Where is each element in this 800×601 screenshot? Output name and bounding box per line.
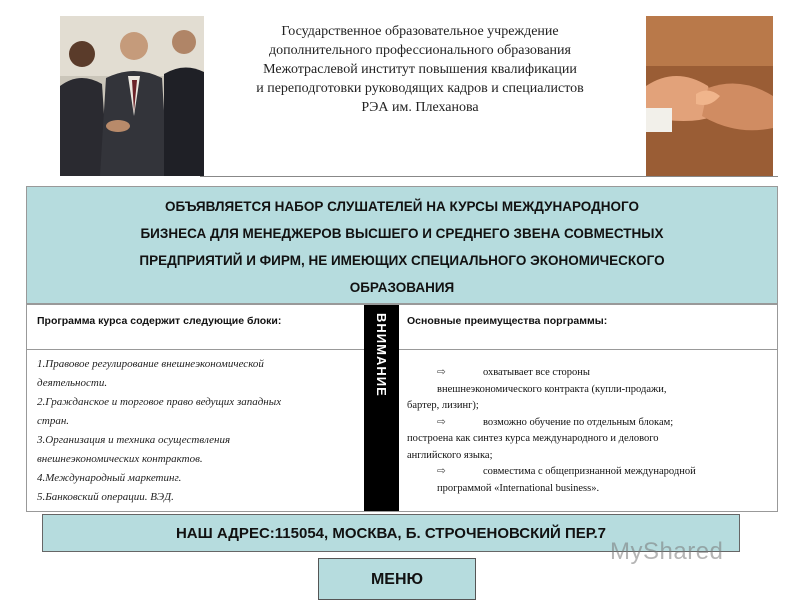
business-people-photo [60, 16, 204, 176]
list-item [407, 365, 767, 382]
advantages-heading: Основные преимущества порграммы: [407, 315, 608, 327]
right-row-divider [399, 349, 777, 350]
menu-button[interactable]: МЕНЮ [318, 558, 476, 600]
institution-header [210, 22, 630, 117]
list-item [407, 415, 767, 432]
list-item: 4.Международный маркетинг. [37, 472, 182, 484]
program-blocks-list [37, 355, 359, 507]
header-line-5: РЭА им. Плеханова [361, 100, 479, 115]
header-divider [200, 176, 778, 177]
advantage-text: внешнеэкономического контракта (купли-продажи, [437, 383, 667, 395]
advantage-text: бартер, лизинг); [407, 400, 479, 411]
arrow-right-icon: ⇨ [437, 466, 446, 477]
arrow-right-icon: ⇨ [437, 367, 446, 378]
list-item: стран. [37, 415, 70, 427]
header-line-2: дополнительного профессионального образования [269, 43, 571, 58]
handshake-illustration [646, 16, 773, 176]
list-item: 1.Правовое регулирование внешнеэкономической [37, 358, 264, 370]
notice-line-1: ОБЪЯВЛЯЕТСЯ НАБОР СЛУШАТЕЛЕЙ НА КУРСЫ МЕЖДУНАРОДНОГО [165, 199, 639, 214]
advantage-text: охватывает все стороны [483, 367, 590, 378]
header-line-1: Государственное образовательное учреждение [281, 24, 559, 39]
list-item: 5.Банковский операции. ВЭД. [37, 491, 174, 503]
notice-line-4: ОБРАЗОВАНИЯ [349, 280, 455, 295]
business-people-illustration [60, 16, 204, 176]
handshake-photo [646, 16, 773, 176]
advantages-list [407, 365, 767, 497]
program-table [26, 304, 778, 512]
advantage-text: английского языка; [407, 449, 493, 461]
list-item: 2.Гражданское и торговое право ведущих западных [37, 396, 282, 408]
attention-label: ВНИМАНИЕ [374, 313, 389, 397]
list-item: деятельности. [37, 377, 108, 389]
enrollment-notice [26, 186, 778, 304]
notice-line-3: ПРЕДПРИЯТИЙ И ФИРМ, НЕ ИМЕЮЩИХ СПЕЦИАЛЬНОГО ЭКОНОМИЧЕСКОГО [139, 253, 665, 268]
list-item: внешнеэкономических контрактов. [37, 453, 203, 465]
advantage-text: совместима с общепризнанной международной [483, 466, 696, 477]
arrow-right-icon: ⇨ [437, 416, 446, 428]
list-item [407, 464, 767, 481]
left-row-divider [27, 349, 364, 350]
attention-banner [364, 305, 399, 511]
header-line-4: и переподготовки руководящих кадров и специалистов [256, 81, 584, 96]
header-line-3: Межотраслевой институт повышения квалификации [263, 62, 577, 77]
advantage-text: возможно обучение по отдельным блокам; [483, 416, 674, 428]
advantage-text: программой «International business». [437, 482, 600, 494]
watermark-logo: MyShared [610, 538, 724, 565]
list-item: 3.Организация и техника осуществления [37, 434, 231, 446]
program-heading: Программа курса содержит следующие блоки: [37, 315, 282, 327]
address-banner: НАШ АДРЕС:115054, МОСКВА, Б. СТРОЧЕНОВСКИЙ ПЕР.7 [42, 514, 740, 552]
advantage-text: построена как синтез курса международного и делового [407, 433, 659, 444]
notice-line-2: БИЗНЕСА ДЛЯ МЕНЕДЖЕРОВ ВЫСШЕГО И СРЕДНЕГО ЗВЕНА СОВМЕСТНЫХ [140, 226, 664, 241]
